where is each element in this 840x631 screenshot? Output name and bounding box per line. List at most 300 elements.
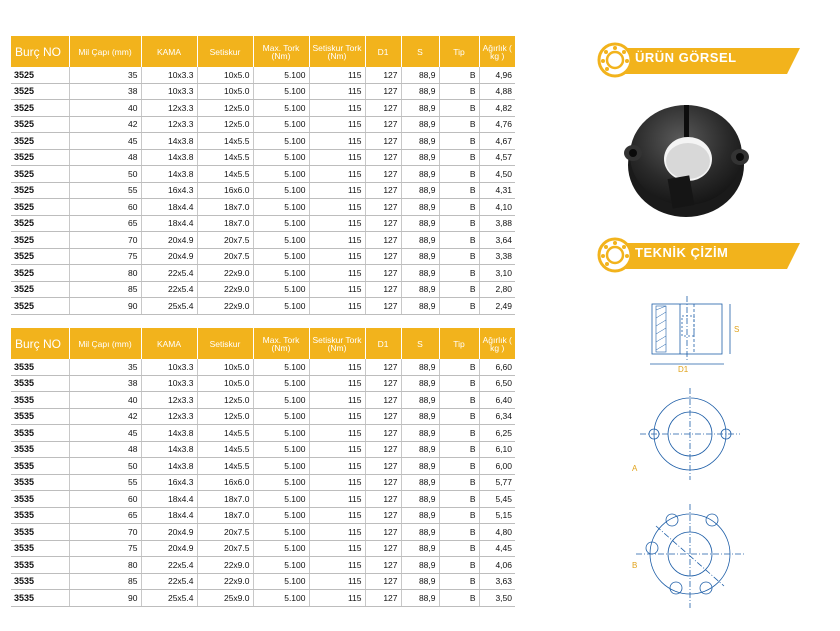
table-cell: 4,80 [479, 524, 515, 541]
table-cell: B [439, 133, 479, 150]
table-cell: B [439, 392, 479, 409]
table-cell: 5.100 [253, 375, 309, 392]
table-row [11, 392, 515, 409]
table-cell: 6,25 [479, 425, 515, 442]
table-cell: 115 [309, 265, 365, 282]
table-cell: 3525 [11, 298, 69, 315]
table-cell: 127 [365, 149, 401, 166]
table-cell: 127 [365, 524, 401, 541]
table-cell: 5,77 [479, 474, 515, 491]
table-cell: 4,31 [479, 182, 515, 199]
table-cell: 115 [309, 199, 365, 216]
table-cell: 5.100 [253, 116, 309, 133]
table-cell: 90 [69, 298, 141, 315]
table-cell: 14x3.8 [141, 133, 197, 150]
front-view-b [636, 504, 744, 608]
column-header: D1 [365, 328, 401, 359]
table-cell: 20x4.9 [141, 524, 197, 541]
table-cell: 50 [69, 458, 141, 475]
table-cell: 115 [309, 590, 365, 607]
table-cell: 6,10 [479, 441, 515, 458]
table-cell: 45 [69, 133, 141, 150]
table-cell: 5.100 [253, 392, 309, 409]
table-cell: 45 [69, 425, 141, 442]
table-cell: 127 [365, 265, 401, 282]
table-cell: 115 [309, 67, 365, 83]
table-row [11, 232, 515, 249]
table-cell: 12x3.3 [141, 116, 197, 133]
table-row [11, 375, 515, 392]
table-cell: 14x3.8 [141, 441, 197, 458]
table-cell: 5.100 [253, 441, 309, 458]
table-cell: 88,9 [401, 590, 439, 607]
table-body [11, 359, 515, 606]
table-cell: 88,9 [401, 67, 439, 83]
table-cell: 18x7.0 [197, 215, 253, 232]
table-cell: 5.100 [253, 133, 309, 150]
table-cell: 5.100 [253, 524, 309, 541]
table-cell: 127 [365, 375, 401, 392]
table-cell: 88,9 [401, 182, 439, 199]
taper-bushing-photo [612, 85, 757, 230]
table-cell: 88,9 [401, 408, 439, 425]
column-header: Mil Çapı (mm) [69, 328, 141, 359]
table-cell: 88,9 [401, 83, 439, 100]
table-cell: 115 [309, 392, 365, 409]
table-cell: 38 [69, 375, 141, 392]
table-cell: 6,60 [479, 359, 515, 375]
table-cell: 18x7.0 [197, 507, 253, 524]
table-cell: 127 [365, 67, 401, 83]
table-cell: B [439, 83, 479, 100]
table-cell: 20x7.5 [197, 232, 253, 249]
table-cell: 14x3.8 [141, 425, 197, 442]
table-cell: B [439, 265, 479, 282]
table-cell: 60 [69, 199, 141, 216]
table-cell: 5.100 [253, 166, 309, 183]
label-b: B [632, 561, 638, 570]
table-cell: B [439, 298, 479, 315]
table-cell: 127 [365, 573, 401, 590]
column-header: Burç NO [11, 328, 69, 359]
column-header: Ağırlık ( kg ) [479, 328, 515, 359]
table-cell: B [439, 182, 479, 199]
table-cell: 5.100 [253, 408, 309, 425]
table-cell: 3525 [11, 133, 69, 150]
table-cell: B [439, 375, 479, 392]
table-cell: 5.100 [253, 491, 309, 508]
table-cell: 3535 [11, 491, 69, 508]
table-cell: 2,49 [479, 298, 515, 315]
table-row [11, 557, 515, 574]
table-cell: 5.100 [253, 425, 309, 442]
table-cell: 115 [309, 491, 365, 508]
table-cell: 22x9.0 [197, 265, 253, 282]
table-row [11, 458, 515, 475]
table-cell: 5.100 [253, 67, 309, 83]
table-cell: 88,9 [401, 557, 439, 574]
table-cell: 20x4.9 [141, 248, 197, 265]
table-cell: 5.100 [253, 590, 309, 607]
table-row [11, 425, 515, 442]
column-header: KAMA [141, 36, 197, 67]
table-row [11, 83, 515, 100]
table-cell: 88,9 [401, 100, 439, 117]
table-cell: 3535 [11, 573, 69, 590]
table-row [11, 474, 515, 491]
table-cell: 5,15 [479, 507, 515, 524]
table-cell: 3525 [11, 83, 69, 100]
table-cell: 3535 [11, 458, 69, 475]
table-cell: 3,63 [479, 573, 515, 590]
table-cell: 3,88 [479, 215, 515, 232]
table-cell: B [439, 215, 479, 232]
table-cell: 3535 [11, 408, 69, 425]
table-cell: 115 [309, 116, 365, 133]
table-cell: 88,9 [401, 375, 439, 392]
table-cell: 3525 [11, 166, 69, 183]
table-cell: 88,9 [401, 232, 439, 249]
table-cell: 115 [309, 458, 365, 475]
table-cell: 16x6.0 [197, 182, 253, 199]
table-cell: 18x4.4 [141, 507, 197, 524]
table-cell: 5.100 [253, 557, 309, 574]
table-cell: 3535 [11, 441, 69, 458]
table-cell: B [439, 425, 479, 442]
table-cell: 3525 [11, 265, 69, 282]
table-cell: B [439, 590, 479, 607]
table-row [11, 491, 515, 508]
table-cell: B [439, 458, 479, 475]
table-cell: 127 [365, 590, 401, 607]
table-cell: 14x5.5 [197, 458, 253, 475]
table-cell: 115 [309, 149, 365, 166]
table-cell: 22x5.4 [141, 557, 197, 574]
table-cell: 127 [365, 458, 401, 475]
table-cell: 48 [69, 441, 141, 458]
table-cell: B [439, 557, 479, 574]
table-cell: 127 [365, 408, 401, 425]
table-cell: 127 [365, 298, 401, 315]
table-row [11, 116, 515, 133]
table-row [11, 182, 515, 199]
table-cell: 88,9 [401, 133, 439, 150]
table-row [11, 507, 515, 524]
table-cell: 4,76 [479, 116, 515, 133]
table-cell: 75 [69, 540, 141, 557]
column-header: Setiskur [197, 328, 253, 359]
table-cell: 20x7.5 [197, 248, 253, 265]
table-cell: 3525 [11, 100, 69, 117]
table-cell: 22x9.0 [197, 573, 253, 590]
table-cell: 115 [309, 83, 365, 100]
table-cell: 3525 [11, 116, 69, 133]
table-cell: 127 [365, 166, 401, 183]
table-cell: 88,9 [401, 573, 439, 590]
table-cell: 14x5.5 [197, 166, 253, 183]
table-row [11, 100, 515, 117]
table-cell: 75 [69, 248, 141, 265]
table-cell: 4,96 [479, 67, 515, 83]
table-cell: 88,9 [401, 392, 439, 409]
table-cell: B [439, 166, 479, 183]
table-cell: 3535 [11, 392, 69, 409]
table-cell: 35 [69, 67, 141, 83]
product-image-banner [597, 45, 800, 75]
table-cell: B [439, 507, 479, 524]
table-cell: 3535 [11, 590, 69, 607]
table-cell: 48 [69, 149, 141, 166]
table-cell: 127 [365, 232, 401, 249]
table-cell: 88,9 [401, 166, 439, 183]
column-header: Mil Çapı (mm) [69, 36, 141, 67]
table-cell: 3,10 [479, 265, 515, 282]
table-row [11, 540, 515, 557]
table-row [11, 149, 515, 166]
table-cell: 12x5.0 [197, 116, 253, 133]
table-row [11, 408, 515, 425]
table-cell: 115 [309, 408, 365, 425]
table-cell: 3535 [11, 474, 69, 491]
table-cell: 14x5.5 [197, 441, 253, 458]
table-cell: 88,9 [401, 265, 439, 282]
table-cell: 12x3.3 [141, 408, 197, 425]
table-cell: 12x5.0 [197, 408, 253, 425]
table-cell: 3525 [11, 281, 69, 298]
table-row [11, 199, 515, 216]
table-cell: 3535 [11, 425, 69, 442]
column-header: Max. Tork (Nm) [253, 328, 309, 359]
table-cell: 115 [309, 524, 365, 541]
table-cell: B [439, 359, 479, 375]
table-cell: B [439, 408, 479, 425]
table-cell: 115 [309, 375, 365, 392]
table-cell: 5.100 [253, 265, 309, 282]
table-cell: 88,9 [401, 281, 439, 298]
table-cell: 4,82 [479, 100, 515, 117]
table-cell: 25x5.4 [141, 298, 197, 315]
table-cell: 65 [69, 215, 141, 232]
table-cell: 10x3.3 [141, 359, 197, 375]
table-row [11, 265, 515, 282]
table-cell: 88,9 [401, 149, 439, 166]
table-cell: 127 [365, 100, 401, 117]
table-cell: 5.100 [253, 182, 309, 199]
table-cell: 10x5.0 [197, 83, 253, 100]
table-cell: 127 [365, 359, 401, 375]
table-cell: 22x5.4 [141, 281, 197, 298]
table-cell: 5.100 [253, 149, 309, 166]
table-cell: 22x9.0 [197, 557, 253, 574]
table-cell: B [439, 116, 479, 133]
table-cell: 25x9.0 [197, 590, 253, 607]
label-a: A [632, 464, 638, 473]
table-cell: 88,9 [401, 116, 439, 133]
column-header: Tip [439, 36, 479, 67]
table-cell: 115 [309, 507, 365, 524]
table-cell: 88,9 [401, 458, 439, 475]
table-row [11, 573, 515, 590]
column-header: Setiskur [197, 36, 253, 67]
table-cell: 6,34 [479, 408, 515, 425]
table-cell: 88,9 [401, 524, 439, 541]
table-cell: 2,80 [479, 281, 515, 298]
table-cell: 18x4.4 [141, 199, 197, 216]
table-cell: 115 [309, 281, 365, 298]
table-cell: 4,67 [479, 133, 515, 150]
table-cell: 3535 [11, 375, 69, 392]
table-header-row [11, 328, 515, 359]
table-row [11, 590, 515, 607]
table-cell: 5.100 [253, 199, 309, 216]
table-cell: 20x4.9 [141, 232, 197, 249]
table-cell: 5.100 [253, 474, 309, 491]
column-header: Tip [439, 328, 479, 359]
table-cell: 12x5.0 [197, 100, 253, 117]
table-cell: 3525 [11, 232, 69, 249]
column-header: KAMA [141, 328, 197, 359]
table-cell: 115 [309, 232, 365, 249]
table-cell: 127 [365, 182, 401, 199]
bearing-icon [597, 237, 633, 273]
table-cell: 127 [365, 199, 401, 216]
technical-drawing [620, 290, 760, 620]
column-header: Setiskur Tork (Nm) [309, 328, 365, 359]
table-cell: 10x5.0 [197, 67, 253, 83]
table-cell: 25x5.4 [141, 590, 197, 607]
table-cell: 80 [69, 265, 141, 282]
table-cell: 4,06 [479, 557, 515, 574]
table-cell: 127 [365, 474, 401, 491]
table-cell: 127 [365, 215, 401, 232]
table-cell: 3,64 [479, 232, 515, 249]
table-cell: 88,9 [401, 441, 439, 458]
table-cell: 70 [69, 524, 141, 541]
table-cell: 5.100 [253, 359, 309, 375]
table-cell: 115 [309, 248, 365, 265]
table-cell: 88,9 [401, 359, 439, 375]
table-cell: 88,9 [401, 540, 439, 557]
bushing-table-3535 [11, 328, 515, 607]
table-cell: 3535 [11, 557, 69, 574]
table-cell: 20x7.5 [197, 540, 253, 557]
table-cell: 22x9.0 [197, 281, 253, 298]
table-cell: 6,50 [479, 375, 515, 392]
table-cell: 70 [69, 232, 141, 249]
table-body [11, 67, 515, 314]
column-header: Max. Tork (Nm) [253, 36, 309, 67]
table-cell: 40 [69, 100, 141, 117]
table-row [11, 248, 515, 265]
table-cell: 5.100 [253, 458, 309, 475]
table-cell: B [439, 199, 479, 216]
column-header: S [401, 36, 439, 67]
table-cell: 3525 [11, 182, 69, 199]
table-cell: 10x3.3 [141, 375, 197, 392]
table-cell: 88,9 [401, 215, 439, 232]
technical-drawing-title: TEKNİK ÇİZİM [635, 245, 729, 260]
table-cell: 4,10 [479, 199, 515, 216]
table-cell: 5.100 [253, 281, 309, 298]
table-row [11, 133, 515, 150]
table-cell: B [439, 474, 479, 491]
table-cell: 80 [69, 557, 141, 574]
table-cell: 115 [309, 573, 365, 590]
table-cell: B [439, 491, 479, 508]
table-cell: 115 [309, 100, 365, 117]
table-row [11, 298, 515, 315]
table-cell: B [439, 281, 479, 298]
table-cell: 127 [365, 116, 401, 133]
table-cell: 5.100 [253, 507, 309, 524]
table-cell: 115 [309, 359, 365, 375]
table-cell: 20x7.5 [197, 524, 253, 541]
table-cell: 127 [365, 425, 401, 442]
front-view-a [640, 388, 740, 480]
table-cell: 22x9.0 [197, 298, 253, 315]
table-cell: 10x5.0 [197, 359, 253, 375]
table-cell: B [439, 524, 479, 541]
table-cell: 88,9 [401, 298, 439, 315]
table-cell: 115 [309, 441, 365, 458]
table-cell: 20x4.9 [141, 540, 197, 557]
table-cell: 3535 [11, 524, 69, 541]
table-cell: 60 [69, 491, 141, 508]
table-cell: 4,50 [479, 166, 515, 183]
table-cell: 3525 [11, 248, 69, 265]
column-header: Ağırlık ( kg ) [479, 36, 515, 67]
table-cell: 6,40 [479, 392, 515, 409]
table-cell: 88,9 [401, 474, 439, 491]
table-cell: 3535 [11, 507, 69, 524]
column-header: Burç NO [11, 36, 69, 67]
table-cell: 127 [365, 83, 401, 100]
table-cell: 88,9 [401, 507, 439, 524]
table-cell: 127 [365, 133, 401, 150]
table-cell: 14x5.5 [197, 133, 253, 150]
table-cell: B [439, 232, 479, 249]
table-cell: 3525 [11, 199, 69, 216]
label-s: S [734, 325, 740, 334]
table-cell: 18x7.0 [197, 491, 253, 508]
table-cell: 10x3.3 [141, 67, 197, 83]
table-cell: B [439, 441, 479, 458]
table-cell: 115 [309, 557, 365, 574]
table-cell: 65 [69, 507, 141, 524]
table-cell: 5.100 [253, 215, 309, 232]
table-cell: 35 [69, 359, 141, 375]
table-cell: 55 [69, 182, 141, 199]
table-cell: 115 [309, 425, 365, 442]
table-cell: 88,9 [401, 425, 439, 442]
table-cell: 127 [365, 491, 401, 508]
table-cell: 127 [365, 507, 401, 524]
table-cell: 42 [69, 116, 141, 133]
table-cell: 5.100 [253, 232, 309, 249]
table-cell: 127 [365, 540, 401, 557]
table-cell: B [439, 248, 479, 265]
bushing-table-3525 [11, 36, 515, 315]
table-row [11, 359, 515, 375]
table-cell: 127 [365, 392, 401, 409]
table-cell: 42 [69, 408, 141, 425]
table-cell: 18x7.0 [197, 199, 253, 216]
table-cell: B [439, 100, 479, 117]
table-cell: 88,9 [401, 248, 439, 265]
table-cell: B [439, 67, 479, 83]
table-cell: 127 [365, 441, 401, 458]
table-cell: B [439, 540, 479, 557]
